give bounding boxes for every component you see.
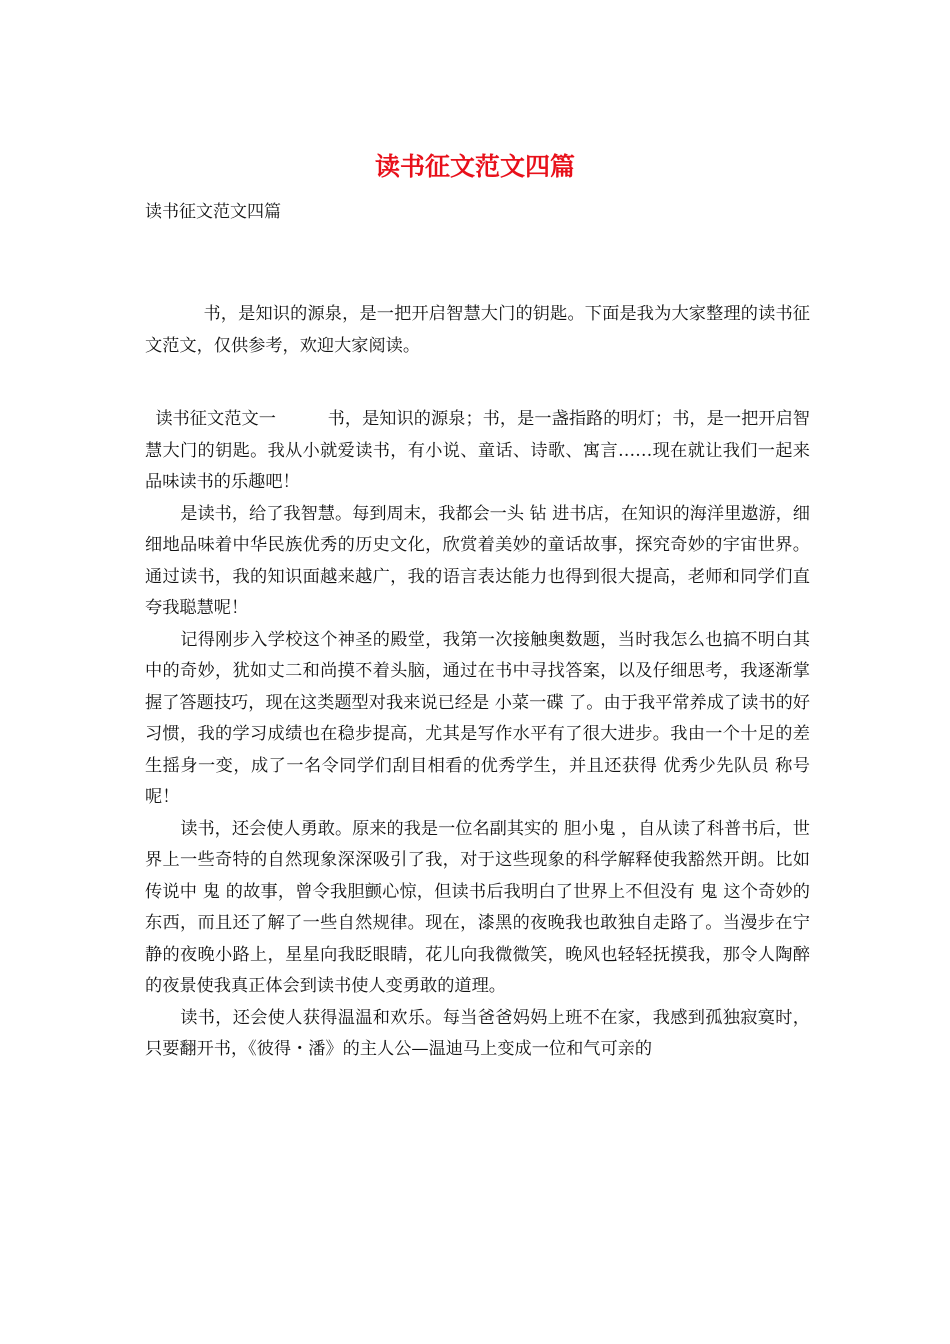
intro-paragraph: 书，是知识的源泉，是一把开启智慧大门的钥匙。下面是我为大家整理的读书征文范文，仅供参考，欢迎大家阅读。: [145, 304, 810, 356]
document-title: 读书征文范文四篇: [374, 152, 575, 181]
essay-paragraph-2: 是读书，给了我智慧。每到周末，我都会一头 钻 进书店，在知识的海洋里遨游，细细地品味着中华民族优秀的历史文化，欣赏着美妙的童话故事，探究奇妙的宇宙世界。通过读书，我的知识面越来越广，我的语言表达能力也得到很大提高，老师和同学们直夸我聪慧呢！: [145, 503, 810, 618]
essay-paragraph-3: 记得刚步入学校这个神圣的殿堂，我第一次接触奥数题，当时我怎么也搞不明白其中的奇妙，犹如丈二和尚摸不着头脑，通过在书中寻找答案，以及仔细思考，我逐渐掌握了答题技巧，现在这类题型对我来说已经是 小菜一碟 了。由于我平常养成了读书的好习惯，我的学习成绩也在稳步提高，尤其是写作水平有了很大进步。我由一个十足的差生摇身一变，成了一名令同学们刮目相看的优秀学生，并且还获得 优秀少先队员 称号呢！: [145, 629, 810, 807]
intro-block: [145, 299, 810, 362]
document-subtitle: 读书征文范文四篇: [145, 202, 281, 222]
essay-paragraph-4: 读书，还会使人勇敢。原来的我是一位名副其实的 胆小鬼 ，自从读了科普书后，世界上一些奇特的自然现象深深吸引了我，对于这些现象的科学解释使我豁然开朗。比如传说中 鬼 的故事，曾令我胆颤心惊，但读书后我明白了世界上不但没有 鬼 这个奇妙的东西，而且还了解了一些自然规律。现在，漆黑的夜晚我也敢独自走路了。当漫步在宁静的夜晚小路上，星星向我眨眼睛，花儿向我微微笑，晚风也轻轻抚摸我，那令人陶醉的夜景使我真正体会到读书使人变勇敢的道理。: [145, 818, 810, 996]
essay-body: [145, 404, 810, 1066]
essay-paragraph-5: 读书，还会使人获得温温和欢乐。每当爸爸妈妈上班不在家，我感到孤独寂寞时，只要翻开书，《彼得・潘》的主人公—温迪马上变成一位和气可亲的: [145, 1007, 810, 1059]
essay-paragraph-1: 读书征文范文一 书，是知识的源泉；书，是一盏指路的明灯；书，是一把开启智慧大门的钥匙。我从小就爱读书，有小说、童话、诗歌、寓言……现在就让我们一起来品味读书的乐趣吧！: [145, 409, 810, 492]
